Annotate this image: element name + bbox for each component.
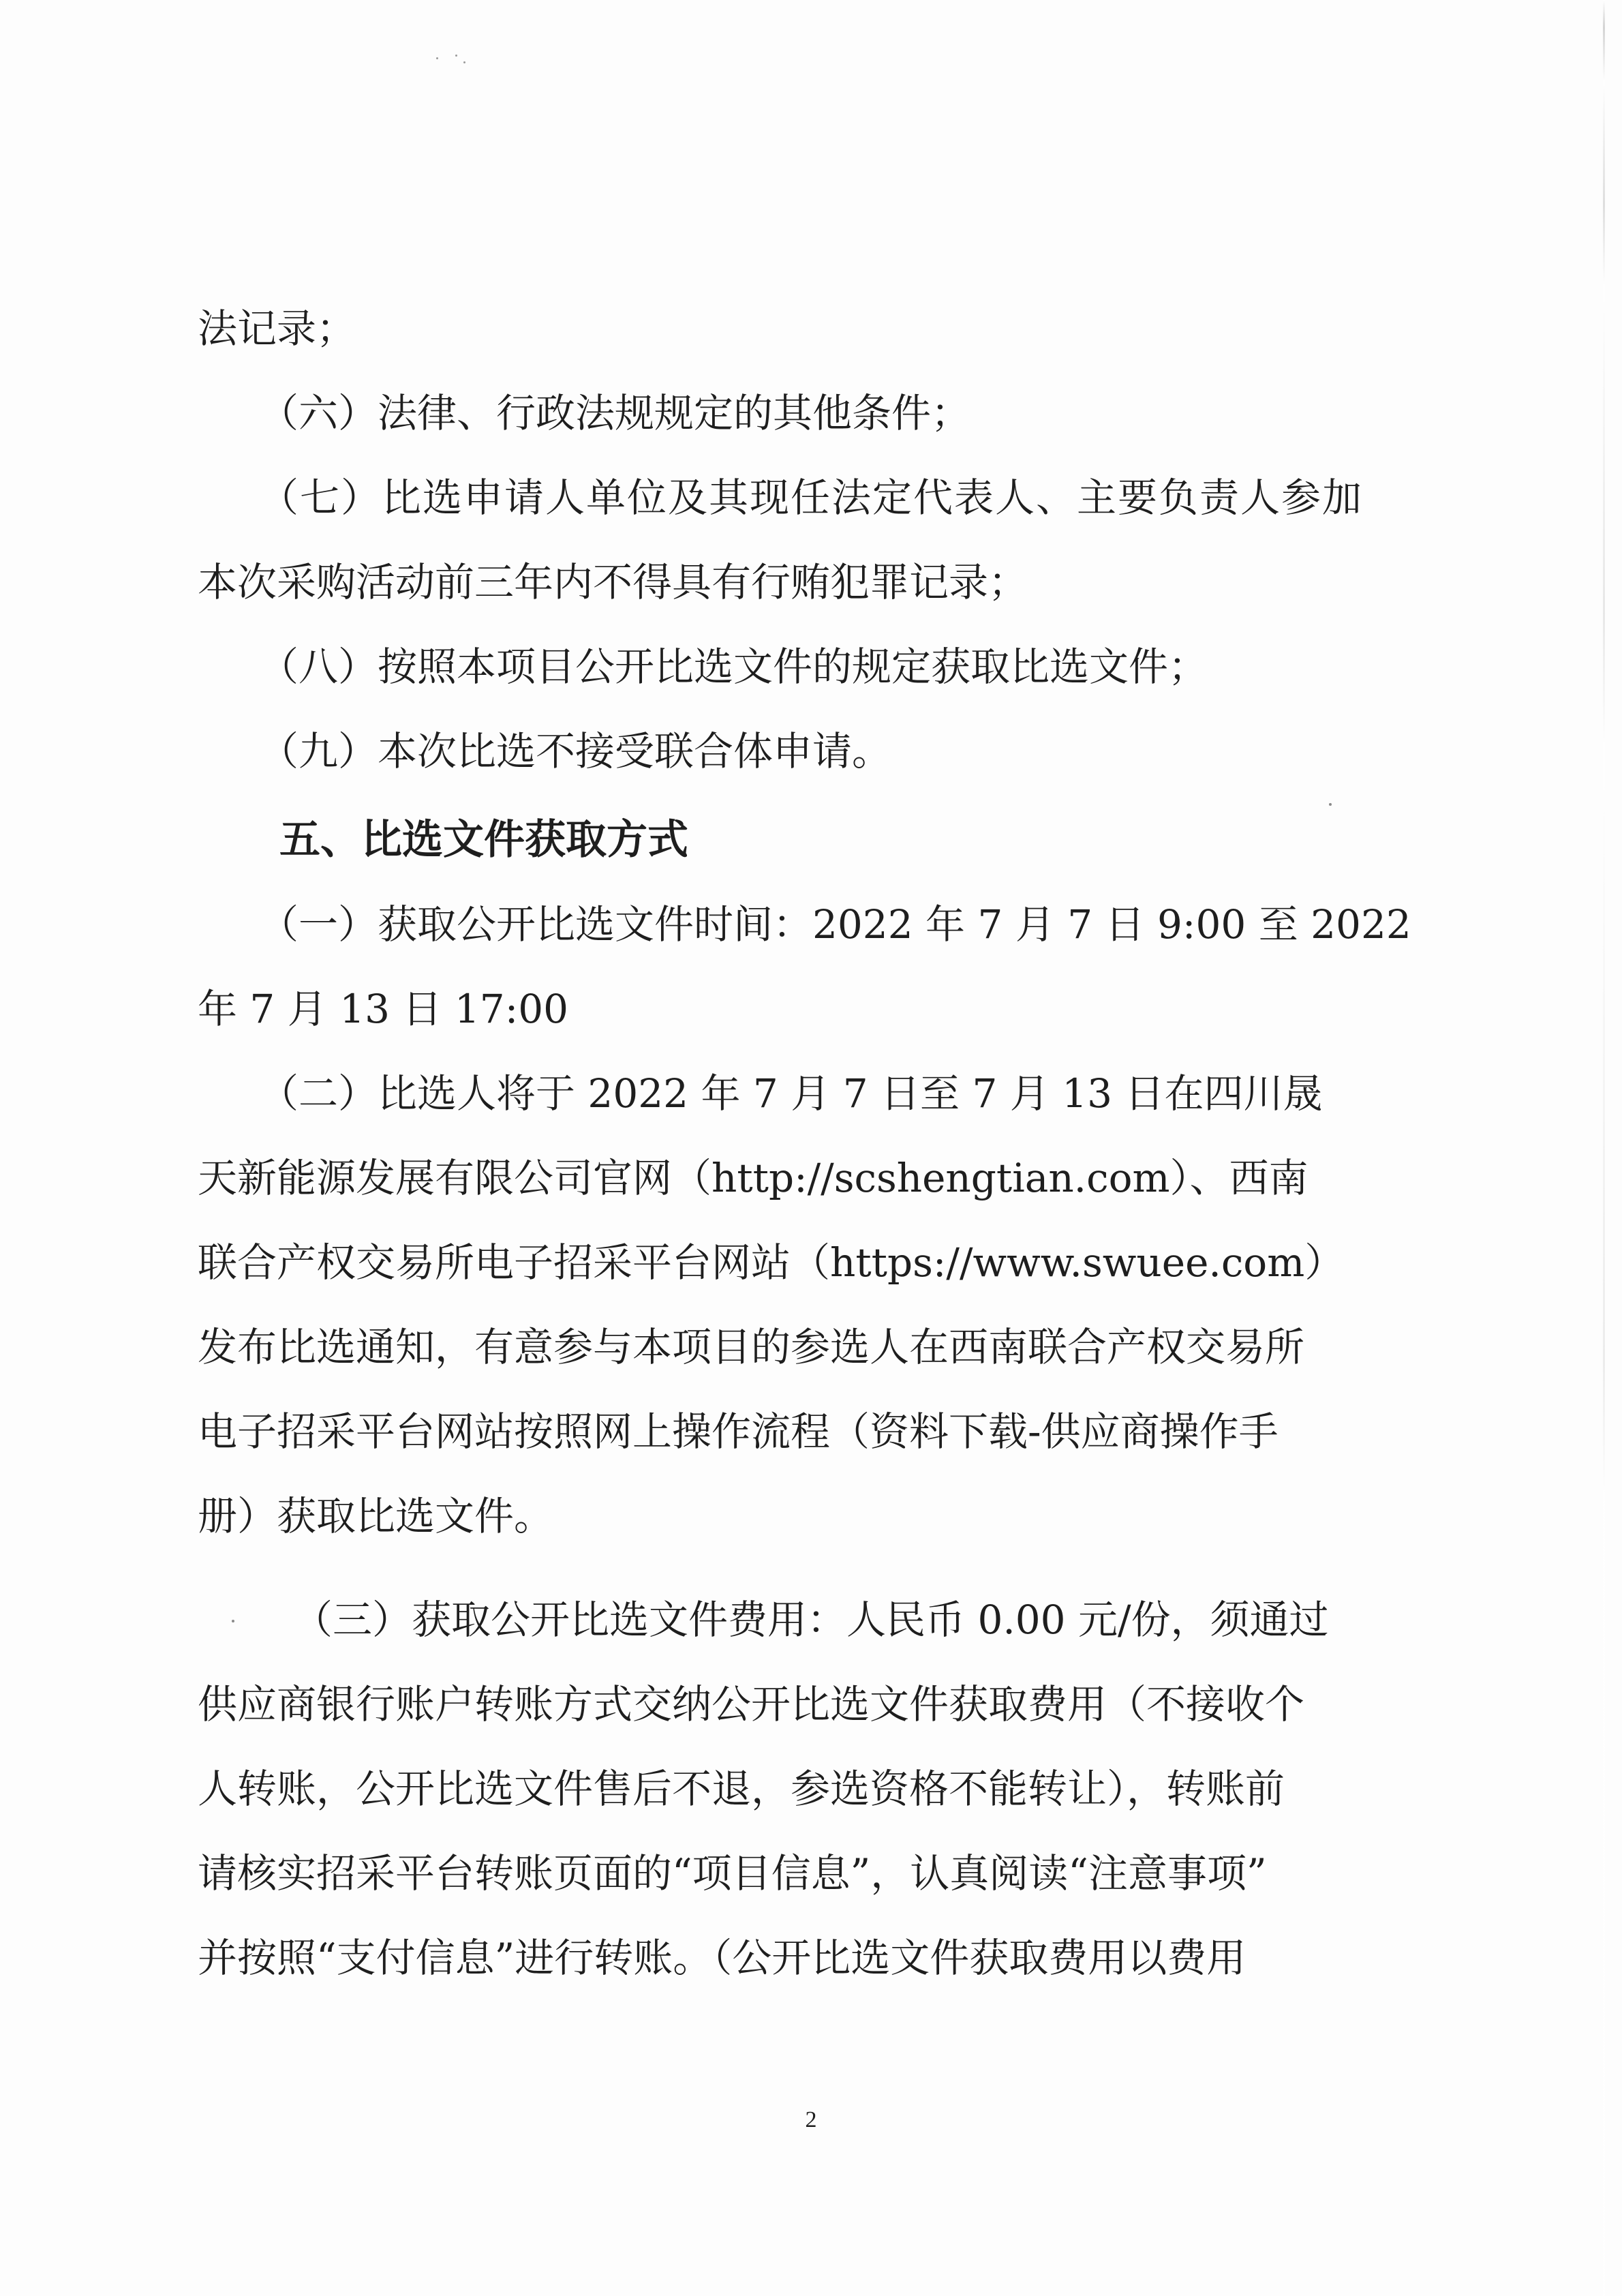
scan-specks	[436, 53, 477, 67]
text-line: （六）法律、行政法规规定的其他条件；	[259, 390, 971, 436]
text-line: （九）本次比选不接受联合体申请。	[259, 728, 892, 774]
text-line: 供应商银行账户转账方式交纳公开比选文件获取费用（不接收个	[198, 1681, 1305, 1727]
text-line: 册）获取比选文件。	[198, 1493, 554, 1539]
text-line: （八）按照本项目公开比选文件的规定获取比选文件；	[259, 644, 1208, 690]
text-line: 发布比选通知，有意参与本项目的参选人在西南联合产权交易所	[198, 1324, 1305, 1370]
text-line: （三）获取公开比选文件费用：人民币 0.00 元/份，须通过	[293, 1597, 1329, 1643]
text-line: 天新能源发展有限公司官网（http://scshengtian.com）、西南	[198, 1155, 1309, 1201]
text-line: （二）比选人将于 2022 年 7 月 7 日至 7 月 13 日在四川晟	[259, 1070, 1323, 1117]
text-line: 年 7 月 13 日 17:00	[198, 986, 569, 1032]
text-line: （七）比选申请人单位及其现任法定代表人、主要负责人参加	[259, 474, 1364, 521]
text-line: 人转账，公开比选文件售后不退，参选资格不能转让），转账前	[198, 1766, 1285, 1812]
text-line: 电子招采平台网站按照网上操作流程（资料下载-供应商操作手	[198, 1408, 1279, 1455]
text-line: 请核实招采平台转账页面的“项目信息”，认真阅读“注意事项”	[198, 1850, 1267, 1897]
scan-dot	[1329, 803, 1332, 806]
section-heading: 五、比选文件获取方式	[279, 816, 688, 864]
text-line: 本次采购活动前三年内不得具有行贿犯罪记录；	[198, 559, 1028, 605]
text-line: 联合产权交易所电子招采平台网站（https://www.swuee.com）	[198, 1239, 1345, 1286]
page-number: 2	[805, 2107, 817, 2132]
text-line: （一）获取公开比选文件时间：2022 年 7 月 7 日 9:00 至 2022	[259, 901, 1411, 948]
scan-dot	[232, 1620, 234, 1622]
text-line: 法记录；	[198, 305, 356, 352]
scan-edge-shadow	[1603, 0, 1605, 2296]
text-line: 并按照“支付信息”进行转账。（公开比选文件获取费用以费用	[198, 1935, 1246, 1981]
